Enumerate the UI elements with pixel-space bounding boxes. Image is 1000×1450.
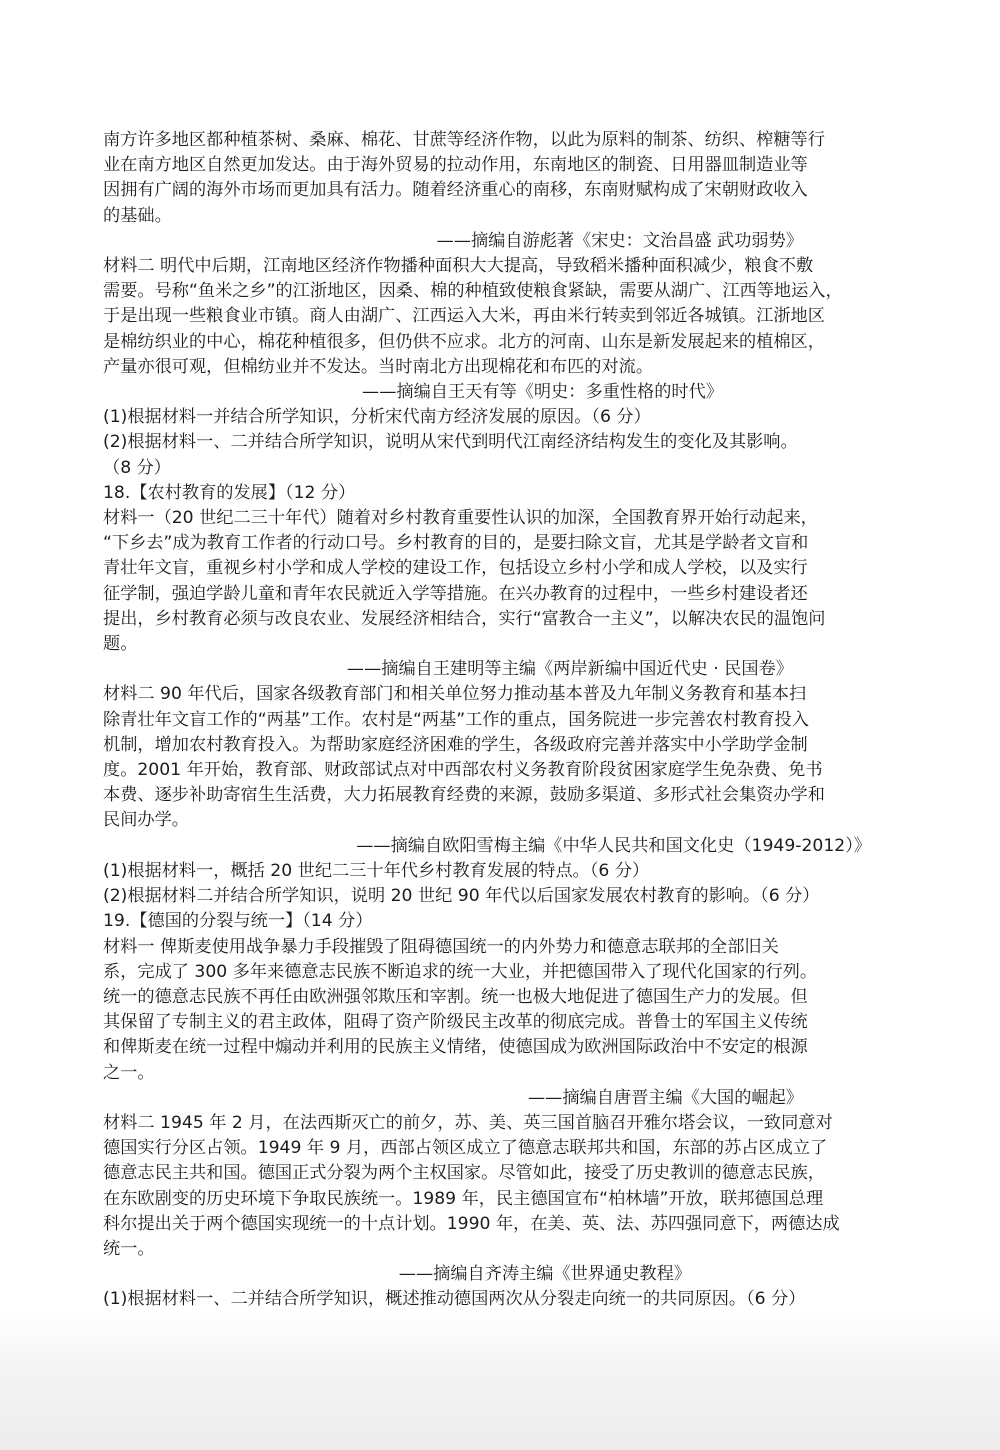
document-text — [103, 128, 903, 1313]
text-line: 的基础。 — [103, 205, 172, 226]
text-line: 产量亦很可观，但棉纺业并不发达。当时南北方出现棉花和布匹的对流。 — [103, 356, 654, 377]
text-line: 业在南方地区自然更加发达。由于海外贸易的拉动作用，东南地区的制瓷、日用器皿制造业等 — [103, 155, 808, 176]
text-line: 本费、逐步补助寄宿生生活费，大力拓展教育经费的来源，鼓励多渠道、多形式社会集资办学和 — [103, 785, 825, 806]
text-line: 统一。 — [103, 1238, 155, 1259]
source-citation: ——摘编自齐涛主编《世界通史教程》 — [398, 1264, 691, 1285]
text-line: 青壮年文盲，重视乡村小学和成人学校的建设工作，包括设立乡村小学和成人学校，以及实行 — [103, 558, 808, 579]
source-citation: ——摘编自王天有等《明史：多重性格的时代》 — [362, 382, 723, 403]
text-line: 材料二 1945 年 2 月，在法西斯灭亡的前夕，苏、美、英三国首脑召开雅尔塔会议，一致同意对 — [103, 1112, 833, 1133]
question-line: (2)根据材料二并结合所学知识，说明 20 世纪 90 年代以后国家发展农村教育的影响。（6 分） — [103, 886, 820, 907]
text-line: 机制，增加农村教育投入。为帮助家庭经济困难的学生，各级政府完善并落实中小学助学金制 — [103, 734, 808, 755]
text-line: 需要。号称“鱼米之乡”的江浙地区，因桑、棉的种植致使粮食紧缺，需要从湖广、江西等地运入， — [103, 281, 843, 302]
text-line: 材料一（20 世纪二三十年代）随着对乡村教育重要性认识的加深，全国教育界开始行动起来， — [103, 508, 818, 529]
text-line: 德国实行分区占领。1949 年 9 月，西部占领区成立了德意志联邦共和国，东部的苏占区成立了 — [103, 1138, 828, 1159]
source-citation: ——摘编自唐晋主编《大国的崛起》 — [527, 1087, 803, 1108]
text-line: 材料二 90 年代后，国家各级教育部门和相关单位努力推动基本普及九年制义务教育和基本扫 — [103, 684, 807, 705]
text-line: 民间办学。 — [103, 810, 189, 831]
question-line: (1)根据材料一并结合所学知识，分析宋代南方经济发展的原因。（6 分） — [103, 407, 651, 428]
text-line: 除青壮年文盲工作的“两基”工作。农村是“两基”工作的重点，国务院进一步完善农村教育投入 — [103, 709, 809, 730]
source-citation: ——摘编自王建明等主编《两岸新编中国近代史 · 民国卷》 — [346, 659, 793, 680]
text-line: 提出，乡村教育必须与改良农业、发展经济相结合，实行“富教合一主义”，以解决农民的温饱问 — [103, 608, 826, 629]
question-line: (1)根据材料一，概括 20 世纪二三十年代乡村教育发展的特点。（6 分） — [103, 860, 650, 881]
text-line: 其保留了专制主义的君主政体，阻碍了资产阶级民主改革的彻底完成。普鲁士的军国主义传统 — [103, 1012, 808, 1033]
text-line: 19.【德国的分裂与统一】（14 分） — [103, 911, 373, 932]
text-line: 是棉纺织业的中心，棉花种植很多，但仍供不应求。北方的河南、山东是新发展起来的植棉区， — [103, 331, 825, 352]
text-line: “下乡去”成为教育工作者的行动口号。乡村教育的目的，是要扫除文盲，尤其是学龄者文盲和 — [103, 533, 809, 554]
text-line: 材料二 明代中后期，江南地区经济作物播种面积大大提高，导致稻米播种面积减少，粮食不敷 — [103, 256, 814, 277]
text-line: 之一。 — [103, 1062, 155, 1083]
text-line: 18.【农村教育的发展】（12 分） — [103, 482, 356, 503]
text-line: 材料一 俾斯麦使用战争暴力手段摧毁了阻碍德国统一的内外势力和德意志联邦的全部旧关 — [103, 936, 779, 957]
question-line: (1)根据材料一、二并结合所学知识，概述推动德国两次从分裂走向统一的共同原因。（6 分） — [103, 1289, 806, 1310]
source-citation: ——摘编自游彪著《宋史：文治昌盛 武功弱势》 — [436, 230, 803, 251]
text-line: （8 分） — [103, 457, 171, 478]
text-line: 征学制，强迫学龄儿童和青年农民就近入学等措施。在兴办教育的过程中，一些乡村建设者还 — [103, 583, 808, 604]
source-citation: ——摘编自欧阳雪梅主编《中华人民共和国文化史（1949-2012）》 — [356, 835, 871, 856]
text-line: 题。 — [103, 634, 138, 655]
text-line: 因拥有广阔的海外市场而更加具有活力。随着经济重心的南移，东南财赋构成了宋朝财政收入 — [103, 180, 808, 201]
text-line: 和俾斯麦在统一过程中煽动并利用的民族主义情绪，使德国成为欧洲国际政治中不安定的根源 — [103, 1037, 808, 1058]
text-line: 南方许多地区都种植茶树、桑麻、棉花、甘蔗等经济作物，以此为原料的制茶、纺织、榨糖等行 — [103, 130, 825, 150]
text-line: 度。2001 年开始，教育部、财政部试点对中西部农村义务教育阶段贫困家庭学生免杂费、免书 — [103, 760, 823, 781]
question-line: (2)根据材料一、二并结合所学知识，说明从宋代到明代江南经济结构发生的变化及其影响。 — [103, 432, 798, 453]
text-line: 在东欧剧变的历史环境下争取民族统一。1989 年，民主德国宣布“柏林墙”开放，联邦德国总理 — [103, 1188, 824, 1209]
text-line: 于是出现一些粮食业市镇。商人由湖广、江西运入大米，再由米行转卖到邻近各城镇。江浙地区 — [103, 306, 825, 327]
text-line: 系，完成了 300 多年来德意志民族不断追求的统一大业，并把德国带入了现代化国家的行列。 — [103, 961, 818, 982]
text-line: 德意志民主共和国。德国正式分裂为两个主权国家。尽管如此，接受了历史教训的德意志民族， — [103, 1163, 825, 1184]
text-line: 统一的德意志民族不再任由欧洲强邻欺压和宰割。统一也极大地促进了德国生产力的发展。但 — [103, 986, 808, 1007]
text-line: 科尔提出关于两个德国实现统一的十点计划。1990 年，在美、英、法、苏四强同意下，两德达成 — [103, 1213, 840, 1234]
